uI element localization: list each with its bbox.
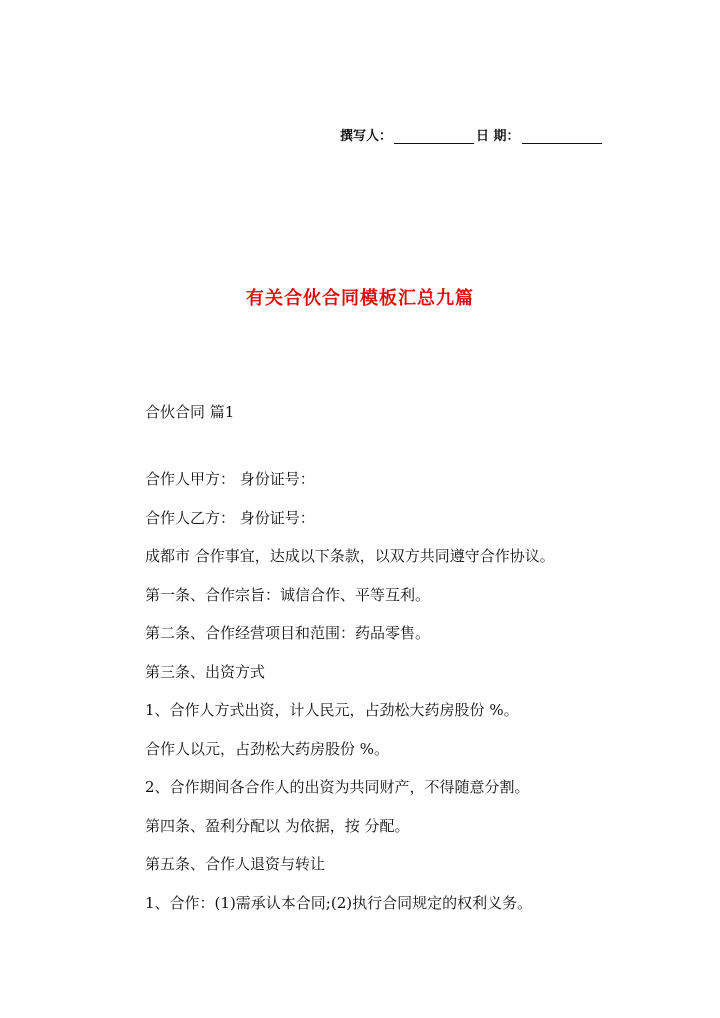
body-text xyxy=(145,472,665,934)
body-line: 合作人乙方： 身份证号： xyxy=(145,508,315,527)
body-line: 成都市 合作事宜，达成以下条款，以双方共同遵守合作协议。 xyxy=(145,547,555,565)
date-label: 日 期： xyxy=(476,129,520,144)
body-line: 合作人以元，占劲松大药房股份 %。 xyxy=(145,739,390,758)
body-line: 2、合作期间各合作人的出资为共同财产，不得随意分割。 xyxy=(145,778,530,796)
body-line: 第五条、合作人退资与转让 xyxy=(145,855,326,873)
document-title: 有关合伙合同模板汇总九篇 xyxy=(246,288,474,309)
section-heading: 合伙合同 篇1 xyxy=(145,403,235,421)
body-line: 第四条、盈利分配以 为依据，按 分配。 xyxy=(145,816,410,835)
author-blank xyxy=(394,130,474,144)
date-blank xyxy=(522,130,602,144)
header-fields xyxy=(340,125,604,144)
body-line: 合作人甲方： 身份证号： xyxy=(145,470,315,488)
body-line: 第三条、出资方式 xyxy=(145,662,266,681)
body-line: 1、合作人方式出资，计人民元，占劲松大药房股份 %。 xyxy=(145,701,519,719)
body-line: 第二条、合作经营项目和范围：药品零售。 xyxy=(145,624,431,642)
body-line: 1、合作：(1)需承认本合同;(2)执行合同规定的权利义务。 xyxy=(145,893,533,912)
author-label: 撰写人： xyxy=(340,129,393,144)
body-line: 第一条、合作宗旨：诚信合作、平等互利。 xyxy=(145,585,431,604)
